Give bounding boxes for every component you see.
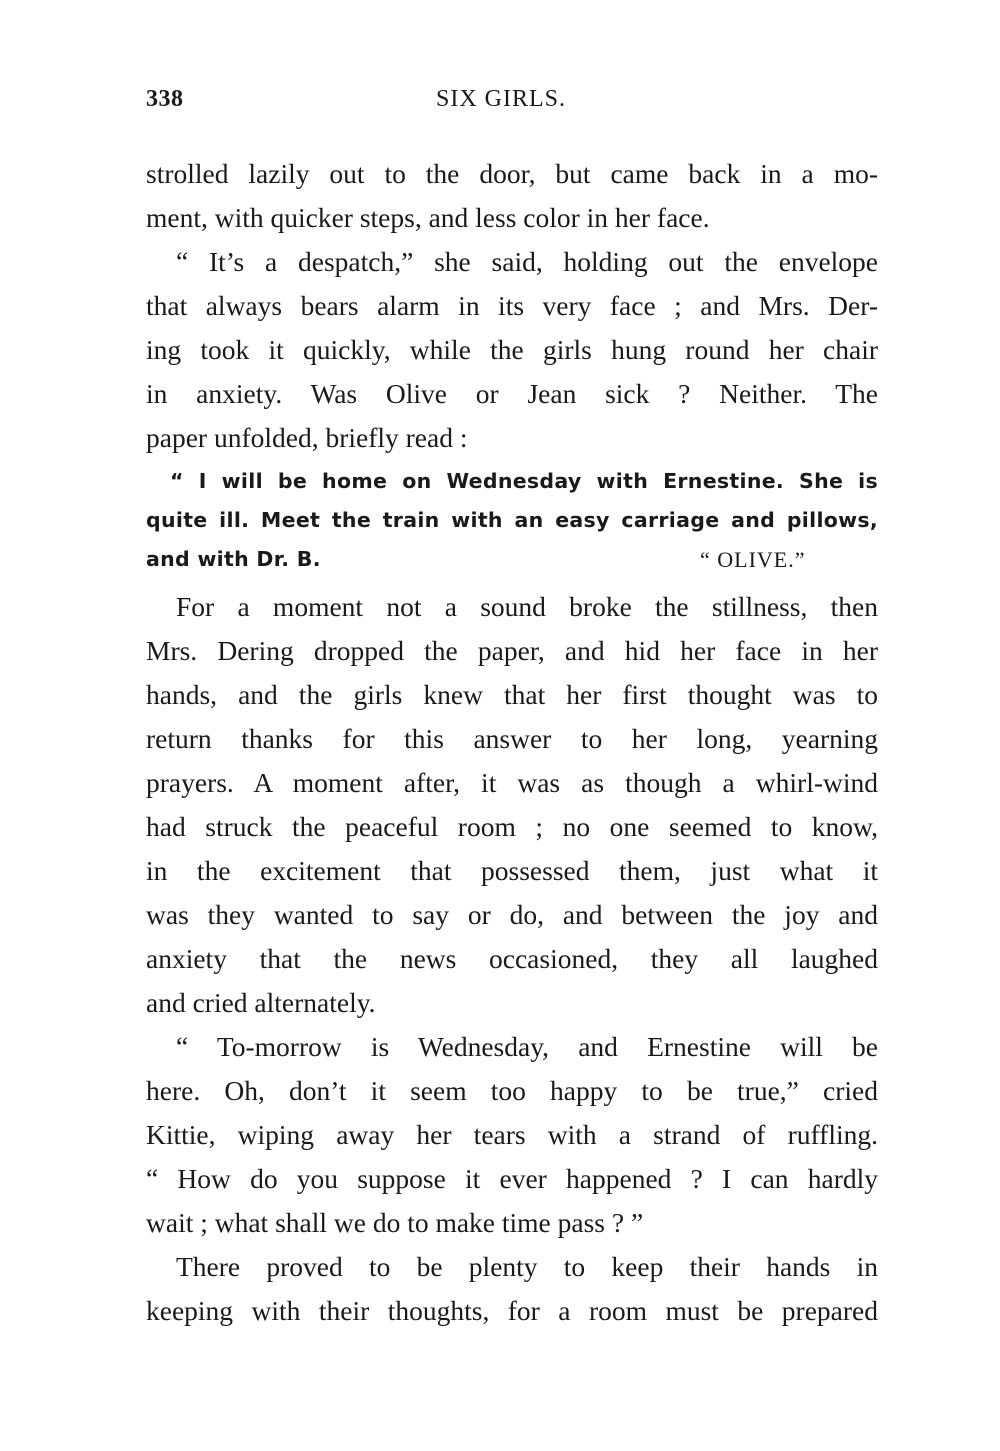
text-line: return thanks for this answer to her long, yearning	[146, 723, 878, 754]
text-line: paper unfolded, briefly read :	[146, 422, 468, 453]
text-line: prayers. A moment after, it was as though a whirl-wind	[146, 767, 878, 798]
text-line: had struck the peaceful room ; no one seemed to know,	[146, 811, 878, 842]
telegram-quote	[146, 462, 878, 579]
text-line: strolled lazily out to the door, but came back in a mo-	[146, 158, 878, 189]
running-head: SIX GIRLS.	[436, 86, 567, 112]
page-header	[146, 86, 878, 120]
text-line: “ To-morrow is Wednesday, and Ernestine will be	[176, 1031, 878, 1062]
text-line: wait ; what shall we do to make time pass ? ”	[146, 1207, 644, 1238]
telegram-signature: “ OLIVE.”	[700, 547, 806, 572]
paragraph	[146, 585, 878, 1025]
body-text	[146, 152, 878, 1333]
text-line: that always bears alarm in its very face ; and Mrs. Der-	[146, 290, 878, 321]
text-line: “ How do you suppose it ever happened ? I can hardly	[146, 1163, 878, 1194]
paragraph	[146, 1245, 878, 1333]
telegram-line: quite ill. Meet the train with an easy carriage and pillows,	[146, 508, 878, 532]
text-line: Kittie, wiping away her tears with a strand of ruffling.	[146, 1119, 878, 1150]
text-line: was they wanted to say or do, and between the joy and	[146, 899, 878, 930]
text-line: For a moment not a sound broke the stillness, then	[176, 591, 878, 622]
telegram-last-line	[146, 540, 878, 579]
text-line: “ It’s a despatch,” she said, holding out the envelope	[176, 246, 878, 277]
text-line: ing took it quickly, while the girls hung round her chair	[146, 334, 878, 365]
text-line: in the excitement that possessed them, just what it	[146, 855, 878, 886]
page-number: 338	[146, 86, 184, 112]
text-line: Mrs. Dering dropped the paper, and hid her face in her	[146, 635, 878, 666]
text-line: here. Oh, don’t it seem too happy to be true,” cried	[146, 1075, 878, 1106]
text-line: keeping with their thoughts, for a room must be prepared	[146, 1295, 878, 1326]
telegram-line: and with Dr. B.	[146, 547, 321, 571]
text-line: and cried alternately.	[146, 987, 376, 1018]
paragraph	[146, 1025, 878, 1245]
text-line: There proved to be plenty to keep their hands in	[176, 1251, 878, 1282]
telegram-line: “ I will be home on Wednesday with Ernestine. She is	[170, 469, 878, 493]
paragraph	[146, 240, 878, 460]
text-line: anxiety that the news occasioned, they all laughed	[146, 943, 878, 974]
paragraph	[146, 152, 878, 240]
text-line: ment, with quicker steps, and less color in her face.	[146, 202, 710, 233]
text-line: in anxiety. Was Olive or Jean sick ? Neither. The	[146, 378, 878, 409]
text-line: hands, and the girls knew that her first thought was to	[146, 679, 878, 710]
